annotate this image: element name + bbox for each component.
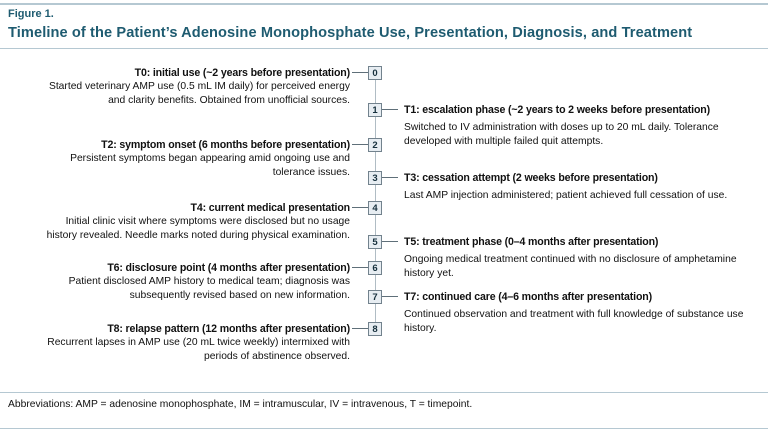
entry-heading-t0: T0: initial use (~2 years before presentation) bbox=[134, 67, 350, 79]
timeline-marker-3: 3 bbox=[368, 171, 382, 185]
timeline-entry-t2 bbox=[38, 138, 350, 179]
entry-heading-t7: T7: continued care (4–6 months after presentation) bbox=[404, 291, 652, 303]
entry-body-t8: Recurrent lapses in AMP use (20 mL twice weekly) intermixed with periods of abstinence observed. bbox=[47, 337, 350, 362]
connector-line-t7 bbox=[382, 296, 398, 297]
timeline-marker-7: 7 bbox=[368, 290, 382, 304]
entry-heading-t1: T1: escalation phase (~2 years to 2 weeks before presentation) bbox=[404, 104, 710, 116]
connector-line-t5 bbox=[382, 241, 398, 242]
connector-line-t4 bbox=[352, 207, 368, 208]
entry-body-t3: Last AMP injection administered; patient achieved full cessation of use. bbox=[404, 190, 728, 201]
timeline-entry-t0 bbox=[38, 66, 350, 107]
timeline-marker-6: 6 bbox=[368, 261, 382, 275]
entry-heading-t5: T5: treatment phase (0–4 months after presentation) bbox=[404, 236, 659, 248]
timeline-entry-t1 bbox=[404, 103, 756, 148]
entry-heading-t6: T6: disclosure point (4 months after presentation) bbox=[107, 262, 350, 274]
connector-line-t2 bbox=[352, 144, 368, 145]
timeline-entry-t5 bbox=[404, 235, 756, 280]
timeline-entry-t7 bbox=[404, 290, 756, 335]
entry-body-t5: Ongoing medical treatment continued with no disclosure of amphetamine history yet. bbox=[404, 254, 737, 279]
title-divider bbox=[0, 48, 768, 49]
timeline-marker-5: 5 bbox=[368, 235, 382, 249]
bottom-divider bbox=[0, 428, 768, 429]
entry-heading-t4: T4: current medical presentation bbox=[190, 202, 350, 214]
entry-body-t7: Continued observation and treatment with full knowledge of substance use history. bbox=[404, 309, 744, 334]
timeline-marker-4: 4 bbox=[368, 201, 382, 215]
timeline-marker-1: 1 bbox=[368, 103, 382, 117]
abbreviations-note: Abbreviations: AMP = adenosine monophosphate, IM = intramuscular, IV = intravenous, T = timepoint. bbox=[8, 399, 473, 410]
timeline-marker-2: 2 bbox=[368, 138, 382, 152]
timeline-entry-t4 bbox=[38, 201, 350, 242]
abbreviations-divider bbox=[0, 392, 768, 393]
timeline-marker-8: 8 bbox=[368, 322, 382, 336]
entry-heading-t3: T3: cessation attempt (2 weeks before presentation) bbox=[404, 172, 658, 184]
timeline-entry-t8 bbox=[38, 322, 350, 363]
timeline-entry-t6 bbox=[38, 261, 350, 302]
timeline-marker-0: 0 bbox=[368, 66, 382, 80]
figure-label: Figure 1. bbox=[8, 8, 54, 20]
entry-body-t6: Patient disclosed AMP history to medical team; diagnosis was subsequently revised based on new information. bbox=[68, 276, 350, 301]
connector-line-t6 bbox=[352, 267, 368, 268]
entry-body-t1: Switched to IV administration with doses up to 20 mL daily. Tolerance developed with multiple failed quit attempts. bbox=[404, 122, 719, 147]
connector-line-t8 bbox=[352, 328, 368, 329]
top-divider bbox=[0, 3, 768, 5]
entry-body-t4: Initial clinic visit where symptoms were disclosed but no usage history revealed. Needle marks noted during physical examination. bbox=[46, 216, 350, 241]
entry-body-t2: Persistent symptoms began appearing amid ongoing use and tolerance issues. bbox=[70, 153, 350, 178]
entry-heading-t8: T8: relapse pattern (12 months after presentation) bbox=[107, 323, 350, 335]
connector-line-t0 bbox=[352, 72, 368, 73]
entry-heading-t2: T2: symptom onset (6 months before presentation) bbox=[101, 139, 350, 151]
timeline-entry-t3 bbox=[404, 171, 756, 203]
connector-line-t1 bbox=[382, 109, 398, 110]
connector-line-t3 bbox=[382, 177, 398, 178]
entry-body-t0: Started veterinary AMP use (0.5 mL IM daily) for perceived energy and clarity benefits. Obtained from unofficial sources. bbox=[48, 81, 350, 106]
figure-title: Timeline of the Patient’s Adenosine Monophosphate Use, Presentation, Diagnosis, and Treatment bbox=[8, 25, 693, 41]
